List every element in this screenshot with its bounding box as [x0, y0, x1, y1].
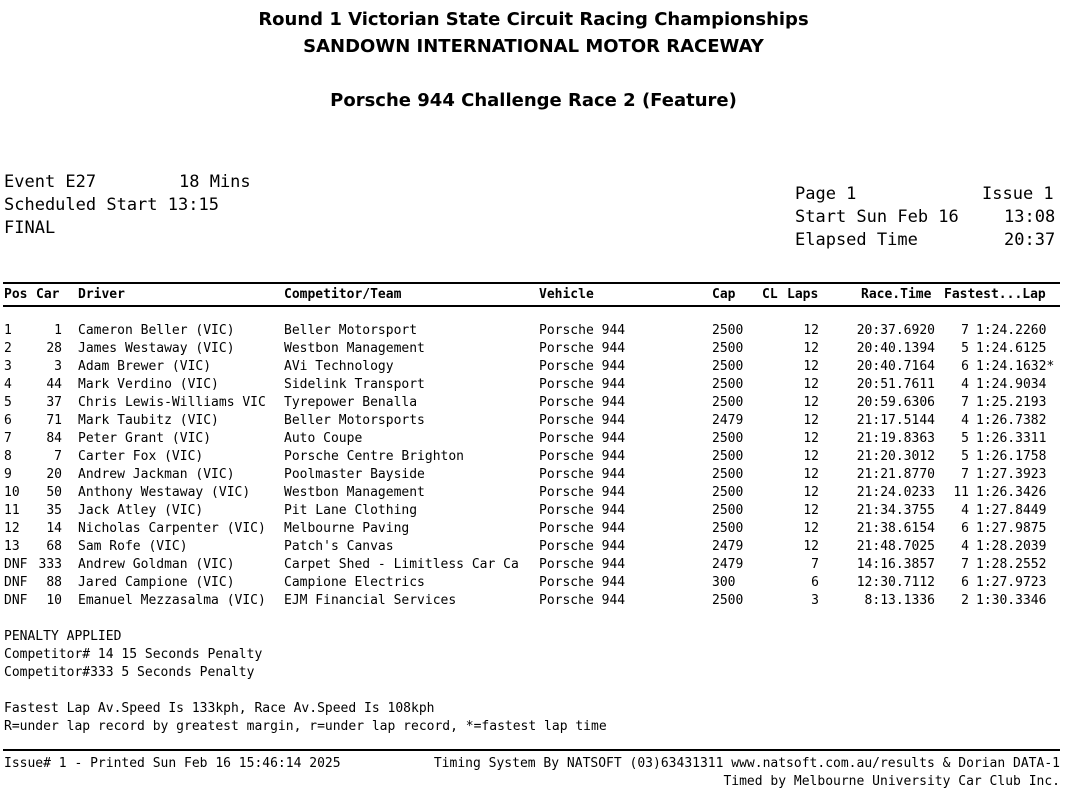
cell-driver: Carter Fox (VIC): [78, 449, 204, 464]
penalty-heading: PENALTY APPLIED: [4, 629, 122, 644]
cell-race-time: 21:20.3012: [856, 449, 935, 464]
timed-by: Timed by Melbourne University Car Club Inc.: [723, 774, 1060, 789]
event-label: Event E27: [4, 172, 97, 192]
cell-driver: Mark Taubitz (VIC): [78, 413, 219, 428]
cell-pos: DNF: [4, 575, 28, 590]
cell-fastest-lap-time: 1:27.3923: [976, 467, 1047, 482]
cell-car: 14: [46, 521, 62, 536]
cell-laps: 12: [803, 485, 819, 500]
cell-fastest-lap-time: 1:26.3311: [976, 431, 1047, 446]
cell-laps: 6: [811, 575, 819, 590]
cell-laps: 12: [803, 341, 819, 356]
cell-race-time: 21:24.0233: [856, 485, 935, 500]
cell-cap: 2479: [712, 557, 744, 572]
cell-vehicle: Porsche 944: [539, 323, 626, 338]
cell-fastest-lap-number: 7: [961, 467, 969, 482]
cell-pos: 13: [4, 539, 20, 554]
cell-car: 35: [46, 503, 62, 518]
cell-vehicle: Porsche 944: [539, 593, 626, 608]
cell-vehicle: Porsche 944: [539, 377, 626, 392]
cell-cap: 2500: [712, 503, 744, 518]
elapsed-time: 20:37: [1004, 230, 1056, 250]
cell-car: 84: [46, 431, 62, 446]
cell-cap: 2500: [712, 449, 744, 464]
cell-race-time: 20:37.6920: [856, 323, 935, 338]
cell-vehicle: Porsche 944: [539, 485, 626, 500]
cell-laps: 12: [803, 539, 819, 554]
cell-laps: 12: [803, 395, 819, 410]
cell-vehicle: Porsche 944: [539, 521, 626, 536]
cell-cap: 2500: [712, 521, 744, 536]
cell-vehicle: Porsche 944: [539, 431, 626, 446]
cell-team: EJM Financial Services: [284, 593, 457, 608]
col-fastest-lap: Fastest...Lap: [944, 287, 1046, 302]
cell-team: Campione Electrics: [284, 575, 425, 590]
cell-laps: 12: [803, 467, 819, 482]
cell-cap: 2500: [712, 377, 744, 392]
cell-team: Beller Motorsports: [284, 413, 425, 428]
cell-car: 3: [54, 359, 62, 374]
cell-pos: DNF: [4, 557, 28, 572]
cell-race-time: 14:16.3857: [856, 557, 935, 572]
table-row: [0, 341, 1067, 359]
table-row: [0, 575, 1067, 593]
cell-fastest-lap-number: 6: [961, 359, 969, 374]
start-label: Start Sun Feb 16: [795, 207, 959, 227]
cell-team: Auto Coupe: [284, 431, 363, 446]
cell-race-time: 21:17.5144: [856, 413, 935, 428]
table-row: [0, 539, 1067, 557]
cell-car: 71: [46, 413, 62, 428]
race-title: Porsche 944 Challenge Race 2 (Feature): [330, 90, 737, 111]
cell-team: Patch's Canvas: [284, 539, 394, 554]
cell-driver: Jack Atley (VIC): [78, 503, 204, 518]
cell-laps: 7: [811, 557, 819, 572]
cell-laps: 12: [803, 323, 819, 338]
cell-driver: Adam Brewer (VIC): [78, 359, 212, 374]
table-row: [0, 431, 1067, 449]
cell-fastest-lap-number: 6: [961, 521, 969, 536]
cell-car: 88: [46, 575, 62, 590]
cell-team: Beller Motorsport: [284, 323, 418, 338]
header-rule: [3, 282, 1060, 284]
cell-fastest-lap-time: 1:24.1632*: [976, 359, 1055, 374]
col-cl: CL: [762, 287, 778, 302]
cell-car: 1: [54, 323, 62, 338]
cell-fastest-lap-number: 5: [961, 449, 969, 464]
cell-fastest-lap-number: 7: [961, 557, 969, 572]
cell-driver: Mark Verdino (VIC): [78, 377, 219, 392]
col-car: Car: [36, 287, 60, 302]
cell-team: Porsche Centre Brighton: [284, 449, 465, 464]
cell-fastest-lap-number: 2: [961, 593, 969, 608]
cell-vehicle: Porsche 944: [539, 449, 626, 464]
cell-pos: 12: [4, 521, 20, 536]
cell-vehicle: Porsche 944: [539, 503, 626, 518]
cell-team: Melbourne Paving: [284, 521, 410, 536]
venue-title: SANDOWN INTERNATIONAL MOTOR RACEWAY: [303, 36, 764, 57]
cell-driver: James Westaway (VIC): [78, 341, 235, 356]
cell-pos: 7: [4, 431, 12, 446]
cell-cap: 2500: [712, 359, 744, 374]
cell-driver: Jared Campione (VIC): [78, 575, 235, 590]
cell-fastest-lap-time: 1:25.2193: [976, 395, 1047, 410]
cell-vehicle: Porsche 944: [539, 467, 626, 482]
table-row: [0, 413, 1067, 431]
page-number: Page 1: [795, 184, 857, 204]
table-row: [0, 503, 1067, 521]
cell-driver: Andrew Jackman (VIC): [78, 467, 235, 482]
cell-pos: 1: [4, 323, 12, 338]
penalty-item: Competitor#333 5 Seconds Penalty: [4, 665, 255, 680]
cell-race-time: 20:51.7611: [856, 377, 935, 392]
cell-fastest-lap-time: 1:26.3426: [976, 485, 1047, 500]
cell-cap: 2500: [712, 431, 744, 446]
timing-system: Timing System By NATSOFT (03)63431311 www.natsoft.com.au/results & Dorian DATA-1: [433, 756, 1060, 771]
cell-race-time: 21:38.6154: [856, 521, 935, 536]
speed-note: Fastest Lap Av.Speed Is 133kph, Race Av.Speed Is 108kph: [4, 701, 435, 716]
cell-race-time: 8:13.1336: [864, 593, 935, 608]
cell-pos: 3: [4, 359, 12, 374]
cell-laps: 12: [803, 521, 819, 536]
cell-fastest-lap-time: 1:28.2039: [976, 539, 1047, 554]
cell-cap: 2500: [712, 323, 744, 338]
cell-driver: Andrew Goldman (VIC): [78, 557, 235, 572]
table-row: [0, 521, 1067, 539]
cell-driver: Nicholas Carpenter (VIC): [78, 521, 266, 536]
cell-race-time: 21:21.8770: [856, 467, 935, 482]
cell-race-time: 21:19.8363: [856, 431, 935, 446]
cell-fastest-lap-time: 1:26.7382: [976, 413, 1047, 428]
cell-car: 20: [46, 467, 62, 482]
table-row: [0, 359, 1067, 377]
table-row: [0, 323, 1067, 341]
cell-car: 28: [46, 341, 62, 356]
cell-cap: 2479: [712, 413, 744, 428]
record-legend: R=under lap record by greatest margin, r=under lap record, *=fastest lap time: [4, 719, 607, 734]
cell-fastest-lap-number: 11: [953, 485, 969, 500]
cell-pos: 8: [4, 449, 12, 464]
cell-cap: 2500: [712, 341, 744, 356]
cell-vehicle: Porsche 944: [539, 395, 626, 410]
col-pos: Pos: [4, 287, 28, 302]
cell-laps: 12: [803, 449, 819, 464]
issue-number: Issue 1: [982, 184, 1054, 204]
cell-cap: 2500: [712, 467, 744, 482]
cell-fastest-lap-time: 1:27.8449: [976, 503, 1047, 518]
cell-team: Poolmaster Bayside: [284, 467, 425, 482]
cell-fastest-lap-number: 7: [961, 395, 969, 410]
cell-fastest-lap-time: 1:27.9875: [976, 521, 1047, 536]
cell-team: Tyrepower Benalla: [284, 395, 418, 410]
col-driver: Driver: [78, 287, 125, 302]
cell-laps: 12: [803, 413, 819, 428]
cell-vehicle: Porsche 944: [539, 359, 626, 374]
cell-fastest-lap-number: 4: [961, 413, 969, 428]
cell-driver: Chris Lewis-Williams VIC: [78, 395, 266, 410]
footer-rule: [3, 749, 1060, 751]
cell-team: Westbon Management: [284, 341, 425, 356]
cell-car: 68: [46, 539, 62, 554]
cell-team: Westbon Management: [284, 485, 425, 500]
table-row: [0, 377, 1067, 395]
cell-car: 37: [46, 395, 62, 410]
cell-pos: 5: [4, 395, 12, 410]
cell-laps: 12: [803, 503, 819, 518]
cell-vehicle: Porsche 944: [539, 413, 626, 428]
cell-fastest-lap-time: 1:24.9034: [976, 377, 1047, 392]
cell-pos: 2: [4, 341, 12, 356]
cell-vehicle: Porsche 944: [539, 575, 626, 590]
cell-car: 50: [46, 485, 62, 500]
col-laps: Laps: [787, 287, 819, 302]
cell-cap: 2500: [712, 593, 744, 608]
cell-fastest-lap-number: 4: [961, 377, 969, 392]
col-cap: Cap: [712, 287, 736, 302]
cell-fastest-lap-time: 1:24.6125: [976, 341, 1047, 356]
cell-cap: 300: [712, 575, 736, 590]
column-rule: [3, 305, 1060, 307]
table-row: [0, 485, 1067, 503]
cell-laps: 12: [803, 431, 819, 446]
cell-vehicle: Porsche 944: [539, 557, 626, 572]
cell-fastest-lap-number: 4: [961, 539, 969, 554]
elapsed-label: Elapsed Time: [795, 230, 918, 250]
cell-pos: 6: [4, 413, 12, 428]
cell-laps: 12: [803, 359, 819, 374]
cell-cap: 2500: [712, 485, 744, 500]
col-team: Competitor/Team: [284, 287, 402, 302]
scheduled-start: Scheduled Start 13:15: [4, 195, 219, 215]
cell-cap: 2479: [712, 539, 744, 554]
cell-fastest-lap-number: 5: [961, 341, 969, 356]
cell-race-time: 21:34.3755: [856, 503, 935, 518]
cell-cap: 2500: [712, 395, 744, 410]
event-duration: 18 Mins: [179, 172, 251, 192]
cell-vehicle: Porsche 944: [539, 341, 626, 356]
table-row: [0, 467, 1067, 485]
table-row: [0, 395, 1067, 413]
cell-laps: 3: [811, 593, 819, 608]
cell-car: 10: [46, 593, 62, 608]
cell-team: Sidelink Transport: [284, 377, 425, 392]
cell-race-time: 12:30.7112: [856, 575, 935, 590]
col-vehicle: Vehicle: [539, 287, 594, 302]
cell-team: AVi Technology: [284, 359, 394, 374]
championship-title: Round 1 Victorian State Circuit Racing Championships: [258, 9, 809, 30]
table-row: [0, 449, 1067, 467]
cell-team: Pit Lane Clothing: [284, 503, 418, 518]
cell-pos: 10: [4, 485, 20, 500]
start-time: 13:08: [1004, 207, 1056, 227]
cell-fastest-lap-number: 6: [961, 575, 969, 590]
cell-fastest-lap-time: 1:27.9723: [976, 575, 1047, 590]
cell-fastest-lap-number: 5: [961, 431, 969, 446]
cell-race-time: 20:59.6306: [856, 395, 935, 410]
cell-pos: DNF: [4, 593, 28, 608]
cell-fastest-lap-number: 7: [961, 323, 969, 338]
cell-fastest-lap-time: 1:30.3346: [976, 593, 1047, 608]
cell-driver: Peter Grant (VIC): [78, 431, 212, 446]
printed-info: Issue# 1 - Printed Sun Feb 16 15:46:14 2025: [4, 756, 341, 771]
cell-vehicle: Porsche 944: [539, 539, 626, 554]
cell-fastest-lap-time: 1:26.1758: [976, 449, 1047, 464]
cell-pos: 4: [4, 377, 12, 392]
cell-fastest-lap-time: 1:24.2260: [976, 323, 1047, 338]
cell-pos: 9: [4, 467, 12, 482]
cell-team: Carpet Shed - Limitless Car Ca: [284, 557, 519, 572]
cell-driver: Sam Rofe (VIC): [78, 539, 188, 554]
result-status: FINAL: [4, 218, 56, 238]
col-race-time: Race.Time: [861, 287, 932, 302]
cell-race-time: 20:40.7164: [856, 359, 935, 374]
cell-driver: Emanuel Mezzasalma (VIC): [78, 593, 266, 608]
cell-car: 333: [38, 557, 62, 572]
penalty-item: Competitor# 14 15 Seconds Penalty: [4, 647, 263, 662]
cell-race-time: 20:40.1394: [856, 341, 935, 356]
cell-fastest-lap-time: 1:28.2552: [976, 557, 1047, 572]
table-row: [0, 557, 1067, 575]
table-row: [0, 593, 1067, 611]
cell-driver: Cameron Beller (VIC): [78, 323, 235, 338]
cell-laps: 12: [803, 377, 819, 392]
cell-car: 44: [46, 377, 62, 392]
cell-pos: 11: [4, 503, 20, 518]
cell-fastest-lap-number: 4: [961, 503, 969, 518]
cell-race-time: 21:48.7025: [856, 539, 935, 554]
cell-driver: Anthony Westaway (VIC): [78, 485, 251, 500]
cell-car: 7: [54, 449, 62, 464]
